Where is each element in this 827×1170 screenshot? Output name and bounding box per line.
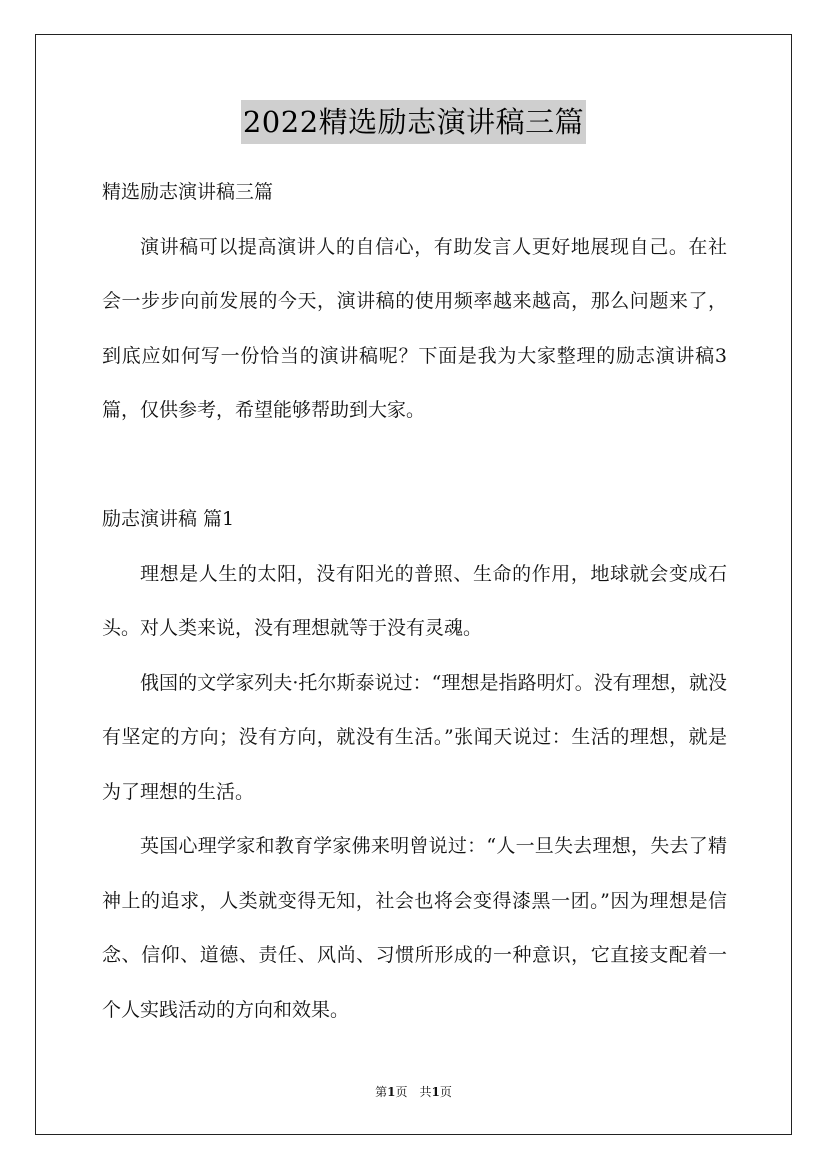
- document-body: [102, 165, 727, 1037]
- footer-page-prefix: 第: [375, 1085, 388, 1099]
- footer-page-current: 1: [387, 1085, 396, 1099]
- page-footer: [0, 1083, 827, 1101]
- document-title: 2022精选励志演讲稿三篇: [241, 100, 586, 144]
- footer-page-mid: 页 共: [395, 1085, 432, 1099]
- intro-paragraph: 演讲稿可以提高演讲人的自信心，有助发言人更好地展现自己。在社会一步步向前发展的今天，演讲稿的使用频率越来越高，那么问题来了，到底应如何写一份恰当的演讲稿呢？下面是我为大家整理的励志演讲稿3篇，仅供参考，希望能够帮助到大家。: [102, 235, 727, 421]
- body-paragraph-2: 俄国的文学家列夫·托尔斯泰说过：“理想是指路明灯。没有理想，就没有坚定的方向；没有方向，就没有生活。”张闻天说过：生活的理想，就是为了理想的生活。: [102, 671, 727, 803]
- section-gap: [102, 438, 727, 493]
- section-heading: 励志演讲稿 篇1: [102, 508, 235, 530]
- body-paragraph-3: 英国心理学家和教育学家佛来明曾说过：“人一旦失去理想，失去了精神上的追求，人类就变得无知，社会也将会变得漆黑一团。”因为理想是信念、信仰、道德、责任、风尚、习惯所形成的一种意识，它直接支配着一个人实践活动的方向和效果。: [102, 835, 727, 1021]
- footer-page-total: 1: [431, 1085, 440, 1099]
- title-container: [0, 100, 827, 144]
- document-subtitle: 精选励志演讲稿三篇: [102, 181, 274, 203]
- body-paragraph-1: 理想是人生的太阳，没有阳光的普照、生命的作用，地球就会变成石头。对人类来说，没有理想就等于没有灵魂。: [102, 562, 727, 639]
- footer-page-suffix: 页: [439, 1085, 452, 1099]
